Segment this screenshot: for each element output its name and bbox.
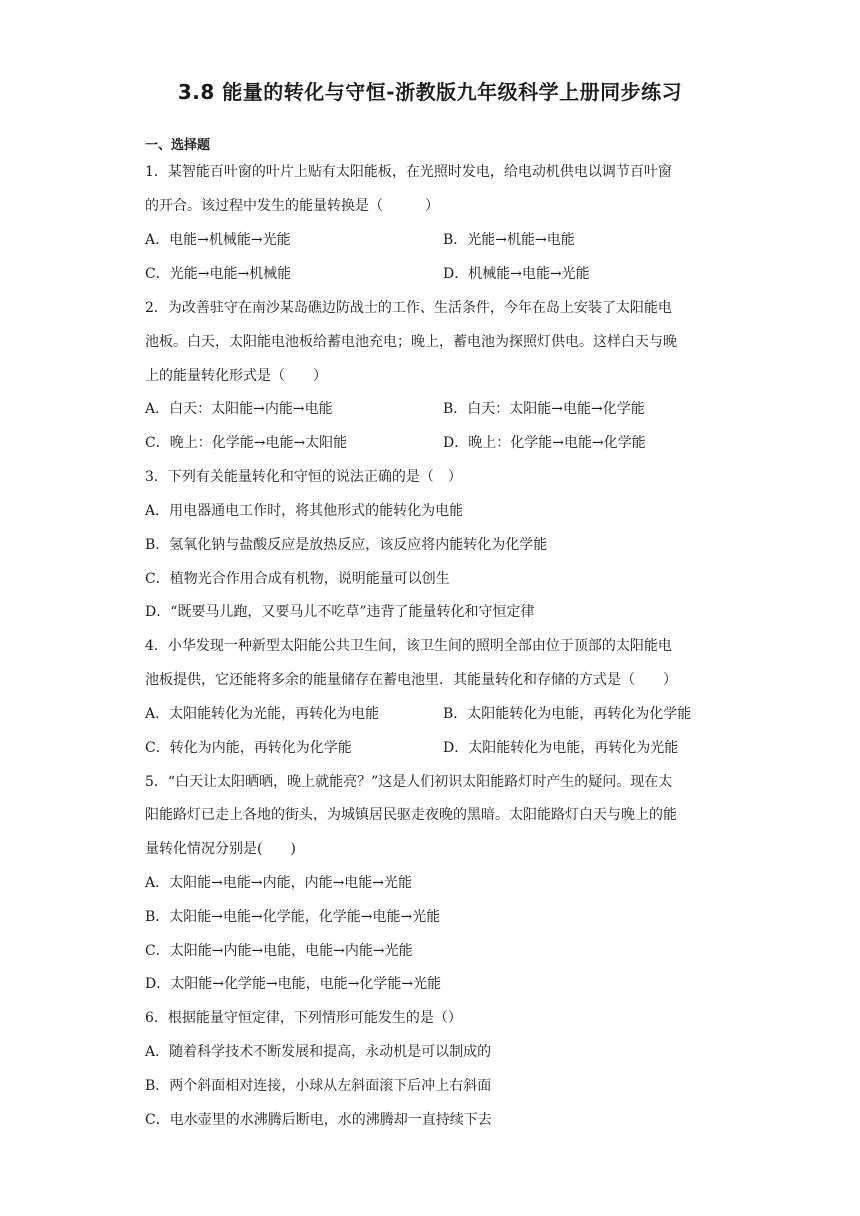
question-5-option-b: B．太阳能→电能→化学能，化学能→电能→光能 — [145, 909, 441, 925]
question-1-option-d: D．机械能→电能→光能 — [443, 266, 590, 282]
question-4-stem-line-2: 池板提供，它还能将多余的能量储存在蓄电池里．其能量转化和存储的方式是（ ） — [145, 672, 677, 688]
question-1-option-c: C．光能→电能→机械能 — [145, 266, 292, 282]
question-2-stem-line-1: 2．为改善驻守在南沙某岛礁边防战士的工作、生活条件，今年在岛上安装了太阳能电 — [145, 300, 672, 316]
question-4-stem-line-1: 4．小华发现一种新型太阳能公共卫生间，该卫生间的照明全部由位于顶部的太阳能电 — [145, 638, 672, 654]
question-2-option-d: D．晚上：化学能→电能→化学能 — [443, 435, 646, 451]
question-1-stem-line-2: 的开合。该过程中发生的能量转换是（ ） — [145, 198, 439, 214]
question-5-stem-line-1: 5．“白天让太阳晒晒，晚上就能亮？”这是人们初识太阳能路灯时产生的疑问。现在太 — [145, 774, 673, 790]
question-4-option-a: A．太阳能转化为光能，再转化为电能 — [145, 706, 380, 722]
question-4-option-d: D．太阳能转化为电能，再转化为光能 — [443, 740, 679, 756]
question-2-option-b: B．白天：太阳能→电能→化学能 — [443, 401, 645, 417]
question-5-option-a: A．太阳能→电能→内能，内能→电能→光能 — [145, 875, 413, 891]
question-5-option-d: D．太阳能→化学能→电能，电能→化学能→光能 — [145, 976, 442, 992]
question-5-option-c: C．太阳能→内能→电能，电能→内能→光能 — [145, 943, 413, 959]
question-3-option-b: B．氢氧化钠与盐酸反应是放热反应，该反应将内能转化为化学能 — [145, 537, 548, 553]
question-2-option-a: A．白天：太阳能→内能→电能 — [145, 401, 333, 417]
question-5-stem-line-3: 量转化情况分别是( ) — [145, 841, 296, 857]
question-6-option-c: C．电水壶里的水沸腾后断电，水的沸腾却一直持续下去 — [145, 1112, 492, 1128]
question-1-option-a: A．电能→机械能→光能 — [145, 232, 291, 248]
question-2-stem-line-3: 上的能量转化形式是（ ） — [145, 368, 327, 384]
question-4-option-c: C．转化为内能，再转化为化学能 — [145, 740, 352, 756]
question-6-stem-line-1: 6．根据能量守恒定律，下列情形可能发生的是（） — [145, 1010, 462, 1026]
question-6-option-a: A．随着科学技术不断发展和提高，永动机是可以制成的 — [145, 1044, 492, 1060]
question-1-stem-line-1: 1．某智能百叶窗的叶片上贴有太阳能板，在光照时发电，给电动机供电以调节百叶窗 — [145, 164, 672, 180]
question-1-option-b: B．光能→机能→电能 — [443, 232, 575, 248]
question-4-option-b: B．太阳能转化为电能，再转化为化学能 — [443, 706, 692, 722]
question-2-stem-line-2: 池板。白天，太阳能电池板给蓄电池充电；晚上，蓄电池为探照灯供电。这样白天与晚 — [145, 334, 677, 350]
question-3-stem-line-1: 3．下列有关能量转化和守恒的说法正确的是（ ） — [145, 469, 462, 485]
section-heading: 一、选择题 — [145, 138, 211, 153]
question-3-option-c: C．植物光合作用合成有机物，说明能量可以创生 — [145, 571, 450, 587]
question-5-stem-line-2: 阳能路灯已走上各地的街头，为城镇居民驱走夜晚的黑暗。太阳能路灯白天与晚上的能 — [145, 807, 677, 823]
question-2-option-c: C．晚上：化学能→电能→太阳能 — [145, 435, 348, 451]
question-3-option-a: A．用电器通电工作时，将其他形式的能转化为电能 — [145, 503, 464, 519]
page-title: 3.8 能量的转化与守恒-浙教版九年级科学上册同步练习 — [177, 80, 683, 104]
question-3-option-d: D．“既要马儿跑，又要马儿不吃草”违背了能量转化和守恒定律 — [145, 604, 535, 620]
question-6-option-b: B．两个斜面相对连接，小球从左斜面滚下后冲上右斜面 — [145, 1078, 492, 1094]
